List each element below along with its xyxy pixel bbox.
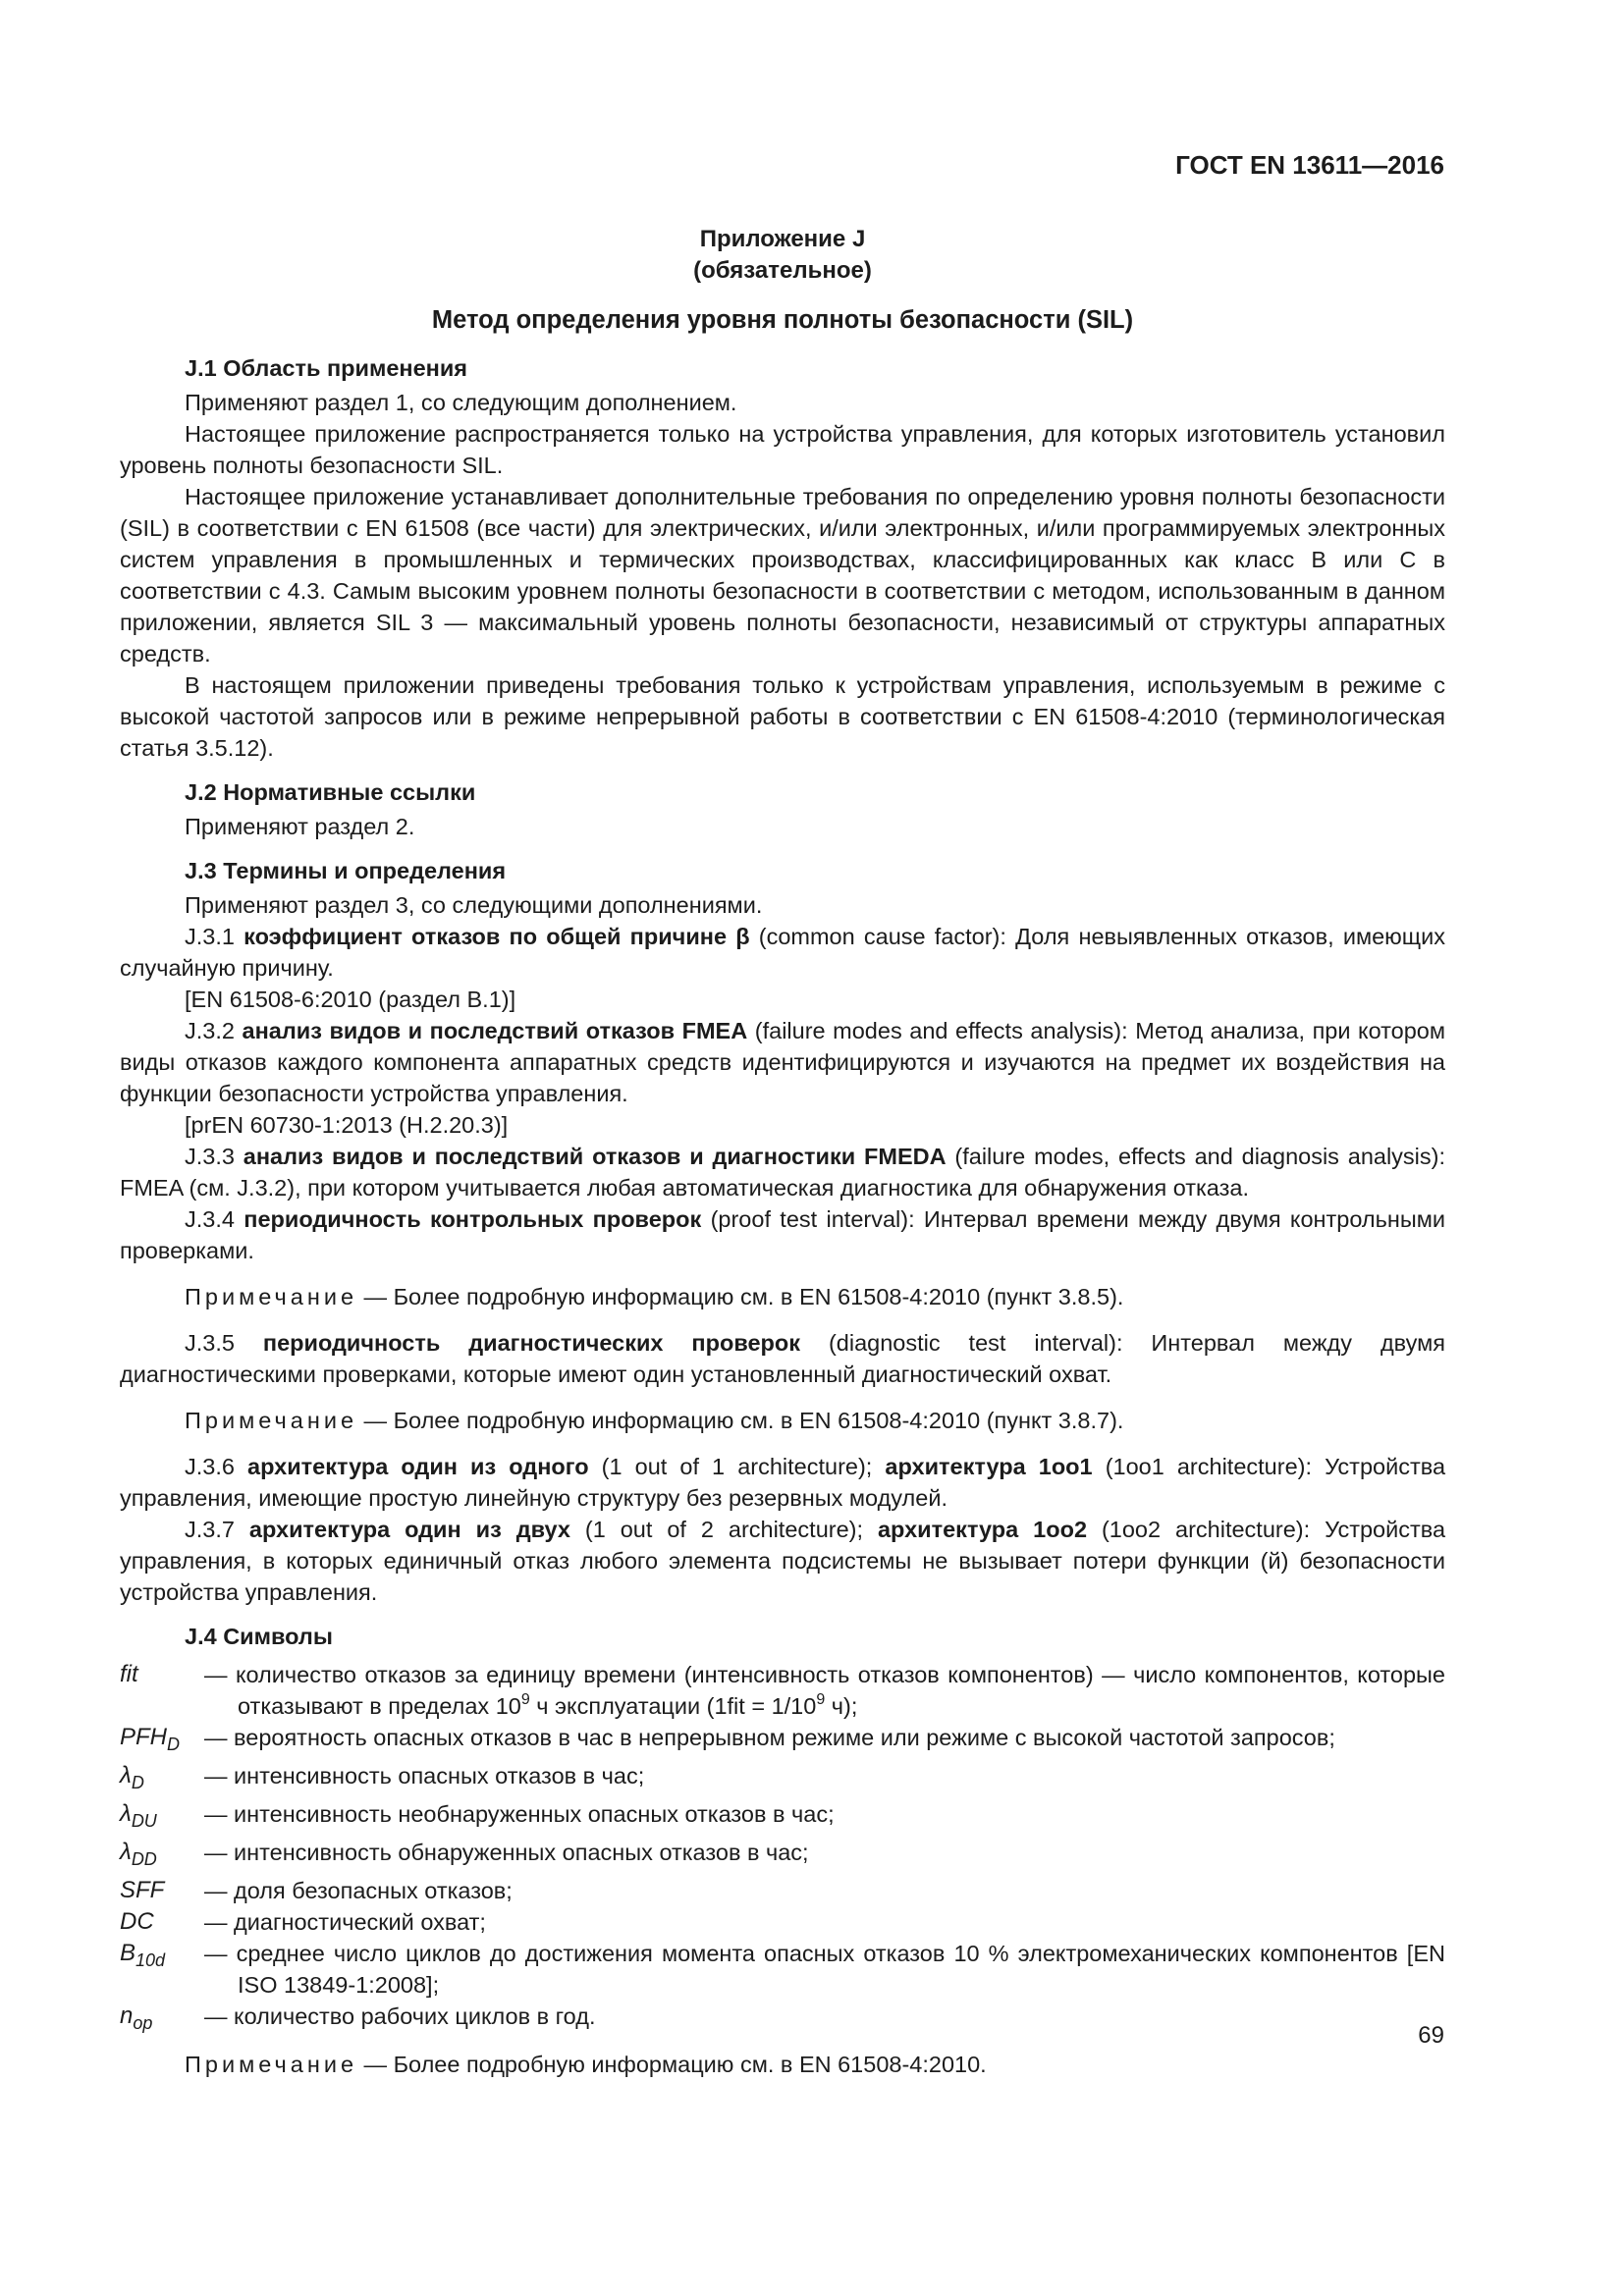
symbol-fit: fit [120,1661,138,1687]
j1-paragraph-4: В настоящем приложении приведены требования только к устройствам управления, используемым в режиме с высокой частотой запросов или в режиме непрерывной работы в соответствии с EN 61508-4:2010 (терминологическая статья 3.5.12). [120,672,1445,761]
term-j3-2-title: анализ видов и последствий отказов FMEA [242,1018,748,1043]
symbol-b10d-desc: — среднее число циклов до достижения момента опасных отказов 10 % электромеханических компонентов [EN ISO 13849-1:2008]; [204,1941,1445,1998]
symbol-pfhd-desc: — вероятность опасных отказов в час в непрерывном режиме или режиме с высокой частотой запросов; [204,1725,1335,1750]
note-2: Примечание — Более подробную информацию см. в EN 61508-4:2010 (пункт 3.8.7). [185,1408,1124,1433]
note-1: Примечание — Более подробную информацию см. в EN 61508-4:2010 (пункт 3.8.5). [185,1284,1124,1309]
symbol-lambda-du: $\lambda_{DU}$ [120,1800,157,1831]
annex-title: Метод определения уровня полноты безопасности (SIL) [431,306,1134,334]
term-j3-7-title-2: архитектура 1oo2 [877,1517,1088,1542]
symbol-b10d: $B_{10d}$ [120,1940,166,1970]
symbol-lambda-dd-desc: — интенсивность обнаруженных опасных отказов в час; [204,1840,809,1865]
term-j3-2-citation: [prEN 60730-1:2013 (H.2.20.3)] [185,1112,509,1138]
symbols-list [120,1659,1445,2039]
annex-label: Приложение J [699,226,866,252]
page-number: 69 [1418,2022,1444,2049]
term-j3-6: J.3.6 архитектура один из одного (1 out of 1 architecture); архитектура 1oo1 (1oo1 architecture): Устройства управления, имеющие простую линейную структуру без резервных модулей. [120,1454,1446,1511]
term-j3-3-title: анализ видов и последствий отказов и диагностики FMEDA [243,1144,947,1169]
term-j3-1-citation: [EN 61508-6:2010 (раздел B.1)] [185,987,516,1012]
note-label: Примечание [185,1284,358,1309]
term-j3-7: J.3.7 архитектура один из двух (1 out of 2 architecture); архитектура 1oo2 (1oo2 architecture): Устройства управления, в которых единичный отказ любого элемента подсистемы не вызывает потери функции (й) безопасности устройства управления. [120,1517,1446,1605]
symbol-nop-desc: — количество рабочих циклов в год. [204,2003,596,2029]
j1-paragraph-1: Применяют раздел 1, со следующим дополнением. [185,390,737,415]
symbol-lambda-d: $\lambda_D$ [120,1762,144,1792]
note-3: Примечание — Более подробную информацию см. в EN 61508-4:2010. [185,2052,987,2077]
term-j3-6-title: архитектура один из одного [247,1454,589,1479]
term-j3-4-title: периодичность контрольных проверок [244,1206,702,1232]
j2-paragraph-1: Применяют раздел 2. [185,814,415,839]
j3-paragraph-1: Применяют раздел 3, со следующими дополнениями. [185,892,763,918]
section-j4-heading: J.4 Символы [185,1624,333,1649]
term-j3-2: J.3.2 анализ видов и последствий отказов FMEA (failure modes and effects analysis): Метод анализа, при котором виды отказов каждого компонента аппаратных средств идентифицируются и изучаются на предмет их воздействия на функции безопасности устройства управления. [120,1018,1446,1106]
term-j3-1: J.3.1 коэффициент отказов по общей причине β (common cause factor): Доля невыявленных отказов, имеющих случайную причину. [120,924,1446,981]
section-j1-heading: J.1 Область применения [185,355,468,381]
symbol-pfhd: $PFH_D$ [120,1724,180,1754]
term-j3-1-title: коэффициент отказов по общей причине β [244,924,750,949]
page-content [120,224,1445,2095]
symbol-sff-desc: — доля безопасных отказов; [204,1878,513,1903]
symbol-nop: $n_{op}$ [120,2002,153,2033]
term-j3-6-title-2: архитектура 1oo1 [885,1454,1093,1479]
document-id: ГОСТ EN 13611—2016 [1175,150,1444,180]
section-j3-heading: J.3 Термины и определения [185,858,507,883]
note-label: Примечание [185,1408,358,1433]
symbol-lambda-du-desc: — интенсивность необнаруженных опасных отказов в час; [204,1801,835,1827]
symbol-lambda-dd: $\lambda_{DD}$ [120,1839,157,1869]
term-j3-5-title: периодичность диагностических проверок [262,1330,800,1356]
term-j3-3: J.3.3 анализ видов и последствий отказов и диагностики FMEDA (failure modes, effects and diagnosis analysis): FMEA (см. J.3.2), при котором учитывается любая автоматическая диагностика для обнаружения отказа. [120,1144,1446,1201]
symbol-dc-desc: — диагностический охват; [204,1909,486,1935]
j1-paragraph-3: Настоящее приложение устанавливает дополнительные требования по определению уровня полноты безопасности (SIL) в соответствии с EN 61508 (все части) для электрических, и/или электронных, и/или программируемых электронных систем управления в промышленных и термических производствах, классифицированных как класс B или C в соответствии с 4.3. Самым высоким уровнем полноты безопасности в соответствии с методом, использованным в данном приложении, является SIL 3 — максимальный уровень полноты безопасности, независимый от структуры аппаратных средств. [120,484,1445,667]
term-j3-7-title: архитектура один из двух [248,1517,570,1542]
symbol-sff: SFF [120,1877,165,1903]
term-j3-5: J.3.5 периодичность диагностических проверок (diagnostic test interval): Интервал между двумя диагностическими проверками, которые имеют один установленный диагностический охват. [120,1330,1446,1387]
symbol-dc: DC [120,1908,154,1935]
term-j3-4: J.3.4 периодичность контрольных проверок (proof test interval): Интервал времени между двумя контрольными проверками. [120,1206,1445,1263]
annex-status: (обязательное) [693,257,872,284]
section-j2-heading: J.2 Нормативные ссылки [185,779,476,805]
note-label: Примечание [185,2052,358,2077]
j1-paragraph-2: Настоящее приложение распространяется только на устройства управления, для которых изготовитель установил уровень полноты безопасности SIL. [120,421,1445,478]
symbol-fit-desc: — количество отказов за единицу времени (интенсивность отказов компонентов) — число компонентов, которые отказывают в пределах $10^9$ ч эксплуатации ($1fit = 1/10^9$ ч); [204,1662,1445,1719]
symbol-lambda-d-desc: — интенсивность опасных отказов в час; [204,1763,645,1789]
